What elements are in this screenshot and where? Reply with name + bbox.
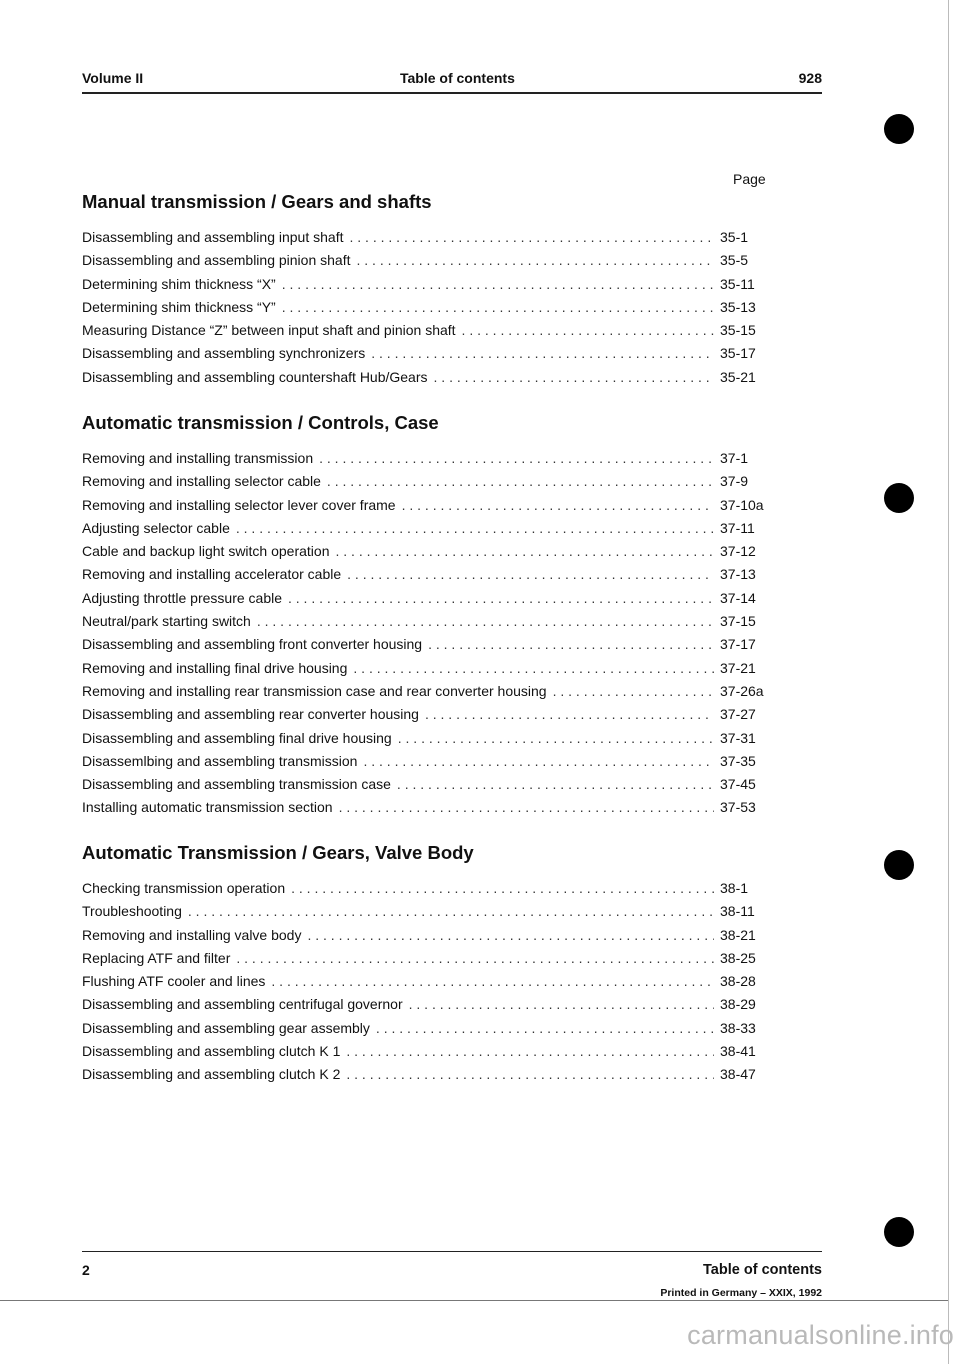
dot-leader: [353, 657, 714, 680]
toc-entry: [82, 366, 772, 389]
toc-section-manual-gears-shafts: [82, 191, 772, 389]
dot-leader: [236, 947, 714, 970]
entry-list: [82, 447, 772, 820]
entry-page-number: 37-53: [720, 799, 756, 816]
dot-leader: [288, 587, 714, 610]
dot-leader: [371, 342, 714, 365]
entry-page-number: 37-17: [720, 636, 756, 653]
site-watermark: carmanualsonline.info: [687, 1320, 954, 1350]
entry-page-number: 35-5: [720, 252, 749, 269]
dot-leader: [349, 226, 714, 249]
entry-page-number: 35-15: [720, 322, 756, 339]
footer-printed-note: Printed in Germany – XXIX, 1992: [660, 1287, 822, 1299]
dot-leader: [347, 563, 714, 586]
entry-page-number: 37-31: [720, 729, 756, 746]
entry-page-number: 38-29: [720, 996, 756, 1013]
dot-leader: [397, 773, 714, 796]
dot-leader: [319, 447, 714, 470]
entry-title: Disassembling and assembling gear assembly: [82, 1019, 370, 1036]
entry-page-number: 37-45: [720, 776, 756, 793]
toc-entry: [82, 1063, 772, 1086]
toc-entry: [82, 587, 772, 610]
toc-entry: [82, 970, 772, 993]
dot-leader: [339, 796, 714, 819]
entry-list: [82, 226, 772, 389]
entry-page-number: 38-11: [720, 903, 755, 920]
dot-leader: [307, 924, 714, 947]
entry-page-number: 35-1: [720, 229, 749, 245]
binder-hole-1: [884, 114, 914, 144]
entry-title: Disassembling and assembling synchronizers: [82, 345, 366, 362]
toc-section-automatic-gears-valve-body: [82, 842, 772, 1087]
dot-leader: [376, 1017, 714, 1040]
entry-page-number: 38-21: [720, 926, 756, 943]
toc-entry: [82, 796, 772, 819]
dot-leader: [327, 470, 714, 493]
toc-entry: [82, 447, 772, 470]
binder-hole-4: [884, 1217, 914, 1247]
entry-page-number: 37-26a: [720, 682, 764, 699]
entry-page-number: 37-27: [720, 706, 756, 723]
toc-entry: [82, 1040, 772, 1063]
entry-title: Disassembling and assembling front converter housing: [82, 636, 423, 653]
volume-label: Volume II: [82, 70, 144, 86]
toc-entry: [82, 226, 772, 249]
toc-entry: [82, 249, 772, 272]
dot-leader: [425, 703, 714, 726]
toc-entry: [82, 727, 772, 750]
toc-entry: [82, 273, 772, 296]
entry-title: Removing and installing final drive housing: [82, 659, 348, 676]
entry-title: Removing and installing transmission: [82, 450, 314, 466]
entry-page-number: 37-13: [720, 566, 756, 583]
dot-leader: [398, 727, 714, 750]
entry-title: Adjusting selector cable: [82, 519, 230, 536]
entry-title: Adjusting throttle pressure cable: [82, 589, 282, 606]
entry-title: Checking transmission operation: [82, 880, 286, 896]
dot-leader: [363, 750, 714, 773]
toc-entry: [82, 517, 772, 540]
entry-title: Disassemlbing and assembling transmission: [82, 752, 358, 769]
entry-page-number: 38-41: [720, 1043, 756, 1060]
toc-entry: [82, 633, 772, 656]
entry-title: Removing and installing valve body: [82, 926, 302, 943]
toc-entry: [82, 1017, 772, 1040]
toc-entry: [82, 773, 772, 796]
dot-leader: [271, 970, 714, 993]
toc-entry: [82, 947, 772, 970]
entry-title: Removing and installing rear transmission case and rear converter housing: [82, 682, 547, 699]
entry-page-number: 38-47: [720, 1066, 756, 1083]
entry-list: [82, 877, 772, 1087]
dot-leader: [257, 610, 714, 633]
footer-title: Table of contents: [703, 1262, 822, 1278]
footer-page-number: 2: [82, 1262, 90, 1278]
header-rule: [82, 92, 822, 94]
entry-title: Disassembling and assembling pinion shaft: [82, 252, 351, 269]
entry-title: Disassembling and assembling rear converter housing: [82, 706, 419, 723]
entry-page-number: 38-25: [720, 949, 756, 966]
entry-title: Disassembling and assembling input shaft: [82, 229, 344, 245]
dot-leader: [434, 366, 714, 389]
entry-page-number: 37-35: [720, 752, 756, 769]
entry-title: Disassembling and assembling centrifugal governor: [82, 996, 403, 1013]
dot-leader: [282, 296, 714, 319]
header-title: Table of contents: [400, 70, 515, 86]
dot-leader: [553, 680, 714, 703]
entry-page-number: 37-15: [720, 613, 756, 630]
toc-entry: [82, 680, 772, 703]
footer-rule: [82, 1251, 822, 1252]
section-title: Automatic transmission / Controls, Case: [82, 412, 439, 433]
entry-page-number: 37-12: [720, 543, 756, 560]
entry-title: Installing automatic transmission section: [82, 799, 333, 816]
entry-page-number: 37-21: [720, 659, 756, 676]
entry-title: Removing and installing selector cable: [82, 473, 321, 490]
entry-page-number: 38-33: [720, 1019, 756, 1036]
dot-leader: [402, 494, 714, 517]
section-title: Automatic Transmission / Gears, Valve Body: [82, 842, 474, 863]
dot-leader: [409, 993, 714, 1016]
toc-entry: [82, 993, 772, 1016]
entry-title: Determining shim thickness “Y”: [82, 298, 276, 315]
entry-title: Disassembling and assembling clutch K 2: [82, 1066, 341, 1083]
dot-leader: [356, 249, 714, 272]
entry-title: Removing and installing selector lever cover frame: [82, 496, 396, 513]
entry-page-number: 37-10a: [720, 496, 764, 513]
toc-entry: [82, 494, 772, 517]
toc-entry: [82, 657, 772, 680]
toc-entry: [82, 563, 772, 586]
toc-entry: [82, 703, 772, 726]
toc-entry: [82, 900, 772, 923]
toc-entry: [82, 540, 772, 563]
entry-page-number: 35-17: [720, 345, 756, 362]
dot-leader: [346, 1040, 714, 1063]
entry-page-number: 37-9: [720, 473, 749, 490]
scan-frame-right: [948, 0, 949, 1364]
entry-page-number: 37-1: [720, 450, 749, 466]
dot-leader: [462, 319, 714, 342]
entry-page-number: 35-13: [720, 298, 756, 315]
toc-entry: [82, 750, 772, 773]
entry-title: Disassembling and assembling clutch K 1: [82, 1043, 341, 1060]
toc-entry: [82, 877, 772, 900]
entry-title: Troubleshooting: [82, 903, 182, 920]
entry-page-number: 37-11: [720, 519, 755, 536]
binder-hole-3: [884, 850, 914, 880]
binder-hole-2: [884, 483, 914, 513]
entry-title: Disassembling and assembling transmission case: [82, 776, 391, 793]
dot-leader: [428, 633, 714, 656]
toc-entry: [82, 319, 772, 342]
dot-leader: [236, 517, 714, 540]
dot-leader: [346, 1063, 714, 1086]
entry-title: Flushing ATF cooler and lines: [82, 973, 266, 990]
dot-leader: [188, 900, 714, 923]
toc-entry: [82, 610, 772, 633]
entry-title: Cable and backup light switch operation: [82, 543, 330, 560]
entry-title: Replacing ATF and filter: [82, 949, 231, 966]
toc-entry: [82, 342, 772, 365]
section-title: Manual transmission / Gears and shafts: [82, 191, 432, 212]
entry-page-number: 38-1: [720, 880, 749, 896]
entry-page-number: 35-21: [720, 368, 756, 385]
toc-entry: [82, 924, 772, 947]
entry-page-number: 35-11: [720, 275, 755, 292]
scan-frame-bottom: [0, 1300, 948, 1301]
entry-title: Neutral/park starting switch: [82, 613, 251, 630]
page-header: [82, 70, 822, 92]
model-number: 928: [798, 70, 822, 86]
entry-title: Disassembling and assembling final drive housing: [82, 729, 392, 746]
entry-title: Determining shim thickness “X”: [82, 275, 276, 292]
toc-entry: [82, 296, 772, 319]
page-column-label: Page: [733, 171, 766, 187]
toc-section-automatic-controls-case: [82, 412, 772, 820]
entry-page-number: 37-14: [720, 589, 756, 606]
dot-leader: [282, 273, 714, 296]
toc-entry: [82, 470, 772, 493]
entry-title: Measuring Distance “Z” between input shaft and pinion shaft: [82, 322, 456, 339]
entry-title: Removing and installing accelerator cable: [82, 566, 342, 583]
dot-leader: [336, 540, 715, 563]
dot-leader: [291, 877, 714, 900]
entry-page-number: 38-28: [720, 973, 756, 990]
entry-title: Disassembling and assembling countershaft Hub/Gears: [82, 368, 428, 385]
